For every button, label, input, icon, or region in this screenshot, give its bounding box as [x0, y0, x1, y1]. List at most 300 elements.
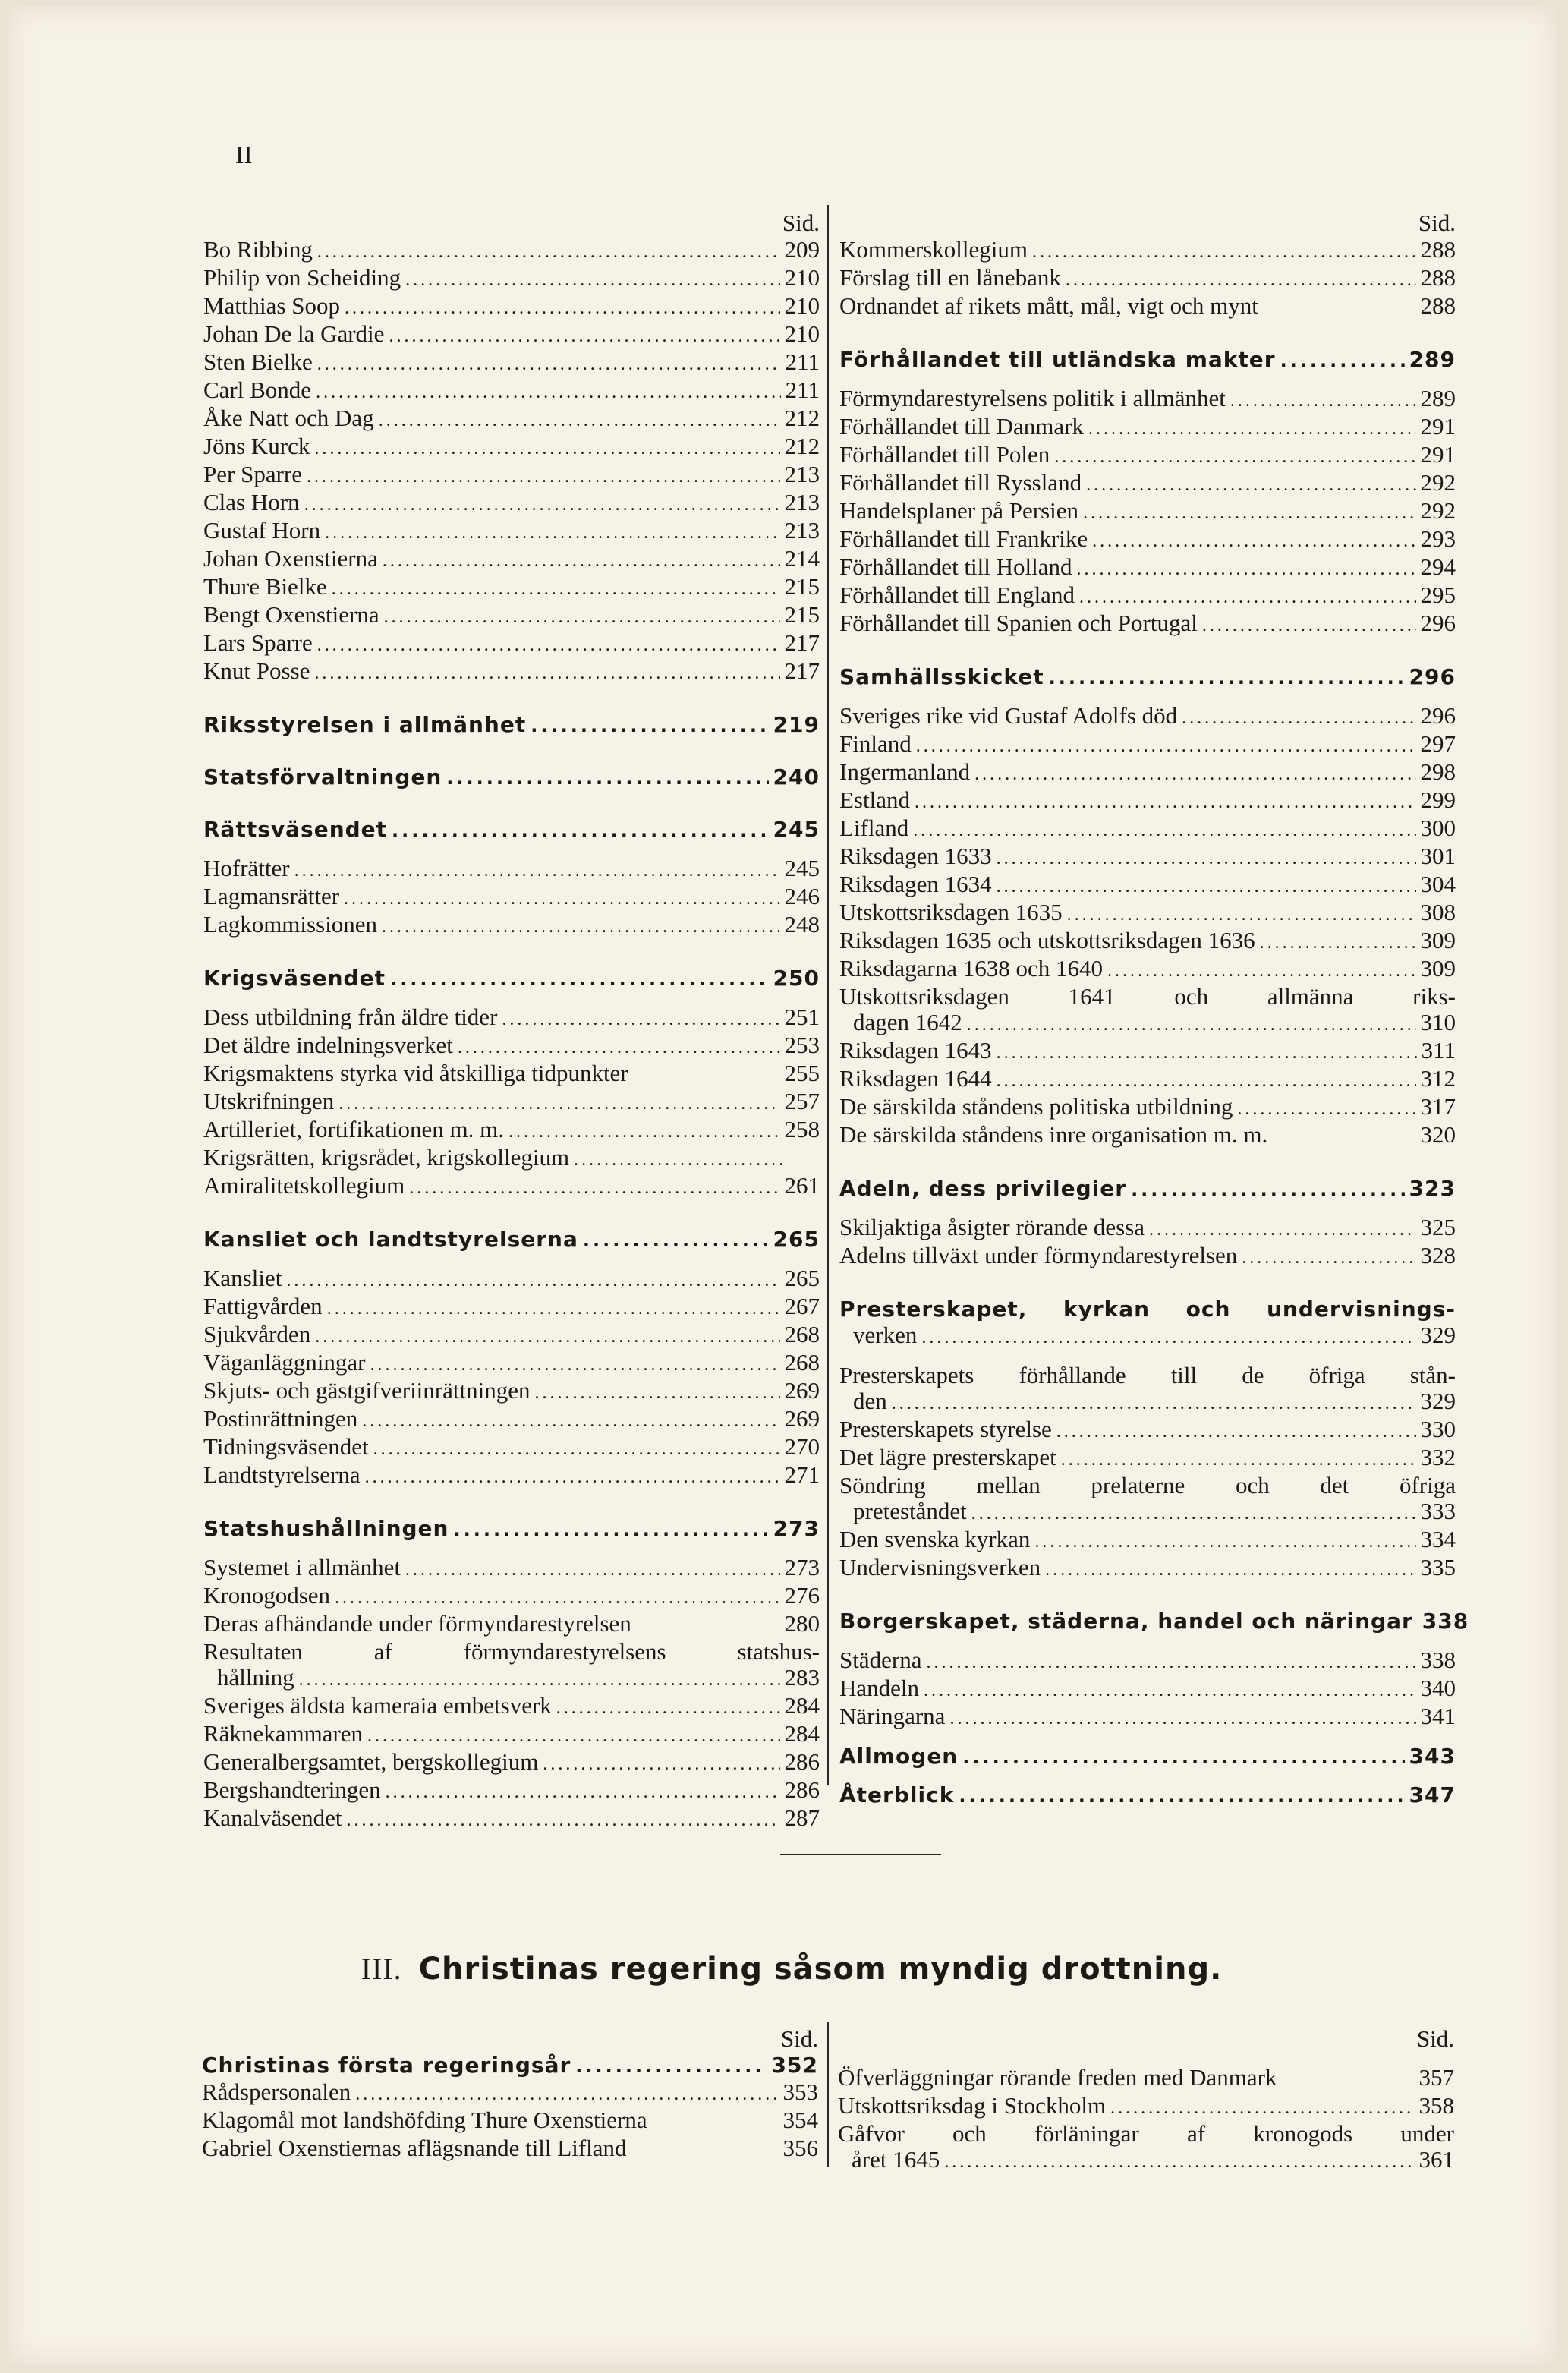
- toc-entry-page: 333: [1420, 1498, 1456, 1524]
- toc-entry-label: Fattigvården: [203, 1293, 323, 1319]
- toc-heading-entry[interactable]: [203, 1227, 820, 1253]
- toc-entry[interactable]: [203, 1749, 820, 1777]
- toc-entry-page: 269: [784, 1377, 820, 1404]
- toc-entry[interactable]: [839, 498, 1456, 526]
- leader-dots: [916, 733, 1416, 759]
- leader-dots: [1056, 1419, 1416, 1445]
- toc-entry-label: Sjukvården: [203, 1321, 311, 1347]
- toc-entry[interactable]: [203, 1777, 820, 1805]
- toc-entry[interactable]: [839, 1066, 1456, 1094]
- toc-entry[interactable]: [203, 237, 820, 265]
- toc-entry-label: Knut Posse: [203, 657, 310, 684]
- leader-dots: [997, 1040, 1417, 1066]
- toc-entry-page: 212: [784, 405, 820, 431]
- toc-entry[interactable]: [839, 1038, 1456, 1066]
- leader-dots: [1149, 1217, 1415, 1243]
- toc-entry-label: Riksdagen 1634: [839, 871, 992, 897]
- toc-entry[interactable]: [203, 490, 820, 518]
- spacer: [839, 1583, 1456, 1609]
- toc-entry[interactable]: [203, 1555, 820, 1583]
- toc-entry-page: 213: [784, 517, 820, 544]
- spacer: [839, 321, 1456, 347]
- toc-entry[interactable]: [839, 1215, 1456, 1243]
- toc-entry[interactable]: [839, 526, 1456, 554]
- toc-entry[interactable]: [839, 1555, 1456, 1583]
- toc-entry[interactable]: [203, 856, 820, 884]
- toc-entry[interactable]: [839, 610, 1456, 638]
- toc-entry-label: Statsförvaltningen: [203, 764, 442, 789]
- toc-entry-page: 286: [784, 1776, 820, 1803]
- toc-entry[interactable]: [839, 1527, 1456, 1555]
- toc-entry-label: Utskottsriksdagen 1635: [839, 899, 1063, 925]
- section-title: Christinas regering såsom myndig drottning.: [418, 1952, 1223, 1987]
- toc-entry-label: Den svenska kyrkan: [839, 1526, 1031, 1552]
- toc-entry[interactable]: [839, 900, 1456, 928]
- toc-entry-page: 341: [1420, 1703, 1456, 1729]
- toc-entry[interactable]: [838, 2093, 1454, 2121]
- leader-dots: [1280, 348, 1405, 373]
- leader-dots: [997, 846, 1416, 871]
- leader-dots: [1107, 958, 1416, 984]
- toc-entry[interactable]: [839, 759, 1456, 787]
- leader-dots: [405, 267, 779, 293]
- toc-entry-page: 340: [1420, 1675, 1456, 1701]
- leader-dots: [325, 520, 779, 546]
- toc-entry-page: 309: [1420, 927, 1456, 953]
- leader-dots: [915, 789, 1416, 815]
- toc-entry-line: Utskottsriksdagen 1641 och allmänna riks-: [839, 983, 1456, 1010]
- leader-dots: [299, 1667, 780, 1693]
- toc-entry[interactable]: [839, 731, 1456, 759]
- leader-dots: [392, 818, 769, 843]
- toc-entry[interactable]: [203, 1145, 820, 1173]
- leader-dots: [384, 604, 780, 630]
- toc-entry[interactable]: [839, 703, 1456, 731]
- toc-entry-page: 294: [1420, 553, 1456, 580]
- leader-dots: [1088, 416, 1416, 442]
- toc-heading-entry[interactable]: [203, 817, 820, 843]
- leader-dots: [1092, 528, 1415, 554]
- toc-heading-entry[interactable]: [839, 664, 1456, 691]
- toc-entry[interactable]: [203, 462, 820, 490]
- leader-dots: [1230, 388, 1416, 414]
- leader-dots: [502, 1007, 779, 1032]
- toc-entry[interactable]: [839, 293, 1456, 321]
- toc-entry[interactable]: [203, 293, 820, 321]
- toc-entry-label: Adelns tillväxt under förmyndarestyrelsen: [839, 1242, 1238, 1268]
- toc-entry-label: Jöns Kurck: [203, 433, 310, 459]
- toc-entry[interactable]: [839, 1703, 1456, 1732]
- toc-entry-page: 296: [1409, 664, 1456, 689]
- toc-entry[interactable]: [839, 554, 1456, 582]
- toc-entry-page: 215: [784, 573, 820, 600]
- toc-entry-page: 353: [782, 2078, 818, 2105]
- toc-heading-entry[interactable]: [839, 1176, 1456, 1202]
- toc-entry[interactable]: [839, 1498, 1456, 1527]
- toc-heading-entry[interactable]: [203, 1516, 820, 1543]
- toc-entry-label: Adeln, dess privilegier: [839, 1176, 1127, 1201]
- toc-entry-label: Tidningsväsendet: [203, 1433, 369, 1460]
- toc-entry[interactable]: [202, 2107, 818, 2135]
- spacer: [839, 1732, 1456, 1744]
- toc-entry-page: 267: [784, 1293, 820, 1319]
- toc-entry[interactable]: [839, 1010, 1456, 1038]
- toc-entry[interactable]: [839, 386, 1456, 414]
- toc-entry-page: 304: [1420, 871, 1456, 897]
- toc-entry[interactable]: [203, 1406, 820, 1434]
- toc-entry[interactable]: [203, 1805, 820, 1833]
- spacer: [839, 1635, 1456, 1647]
- toc-entry-label: Dess utbildning från äldre tider: [203, 1004, 498, 1030]
- toc-heading-entry[interactable]: [203, 712, 820, 739]
- toc-entry-page: 210: [784, 292, 820, 319]
- toc-entry-label: Clas Horn: [203, 489, 300, 515]
- toc-entry-label: Krigsmaktens styrka vid åtskilliga tidpunkter: [203, 1060, 628, 1086]
- toc-entry-page: 219: [773, 712, 820, 737]
- leader-dots: [1077, 556, 1416, 582]
- toc-entry-page: 291: [1420, 413, 1456, 440]
- toc-entry[interactable]: [839, 815, 1456, 843]
- leader-dots: [314, 660, 779, 686]
- toc-entry[interactable]: [839, 414, 1456, 442]
- toc-entry-page: 258: [784, 1116, 820, 1142]
- toc-entry[interactable]: [203, 405, 820, 433]
- toc-entry[interactable]: [839, 871, 1456, 900]
- toc-entry[interactable]: [203, 1117, 820, 1145]
- toc-entry[interactable]: [203, 1693, 820, 1721]
- toc-entry[interactable]: [203, 1665, 820, 1693]
- toc-entry[interactable]: [839, 1243, 1456, 1271]
- toc-entry[interactable]: [203, 1721, 820, 1749]
- toc-entry[interactable]: [203, 884, 820, 912]
- toc-entry[interactable]: [203, 377, 820, 405]
- toc-entry-label: Utskottsriksdag i Stockholm: [838, 2092, 1107, 2119]
- leader-dots: [453, 1517, 768, 1543]
- toc-entry-page: 250: [773, 966, 820, 991]
- toc-entry-page: 338: [1420, 1647, 1456, 1673]
- toc-entry[interactable]: [203, 1265, 820, 1294]
- spacer: [839, 691, 1456, 703]
- leader-dots: [346, 1807, 779, 1833]
- toc-entry[interactable]: [839, 1122, 1456, 1150]
- toc-entry-line: Presterskapets förhållande till de öfriga stån-: [839, 1362, 1456, 1388]
- leader-dots: [344, 886, 779, 912]
- toc-entry-label: Förhållandet till Holland: [839, 553, 1072, 580]
- toc-entry-label: Riksstyrelsen i allmänhet: [203, 712, 527, 737]
- toc-entry-page: 217: [784, 629, 820, 656]
- leader-dots: [367, 1723, 779, 1749]
- leader-dots: [1054, 444, 1415, 470]
- toc-heading-entry[interactable]: [839, 347, 1456, 373]
- toc-entry-label: Lagmansrätter: [203, 883, 340, 909]
- toc-entry-label: Sveriges rike vid Gustaf Adolfs död: [839, 702, 1178, 729]
- toc-entry-page: 245: [784, 855, 820, 881]
- toc-entry-label: Förhållandet till utländska makter: [839, 347, 1276, 372]
- toc-entry[interactable]: [203, 265, 820, 293]
- spacer: [203, 1201, 820, 1227]
- toc-entry[interactable]: [839, 1647, 1456, 1675]
- toc-entry-page: 261: [784, 1172, 820, 1199]
- leader-dots: [892, 1391, 1416, 1417]
- toc-entry-label: Philip von Scheiding: [203, 264, 401, 291]
- toc-entry-label: Handelsplaner på Persien: [839, 497, 1079, 524]
- toc-entry-page: 273: [773, 1516, 820, 1541]
- toc-entry[interactable]: [202, 2079, 818, 2107]
- toc-entry-page: 212: [784, 433, 820, 459]
- toc-entry-label: Det lägre presterskapet: [839, 1444, 1056, 1470]
- toc-entry[interactable]: [203, 1173, 820, 1201]
- leader-dots: [386, 1779, 780, 1805]
- toc-entry-label: Skiljaktiga åsigter rörande dessa: [839, 1214, 1145, 1240]
- toc-entry-page: 292: [1420, 497, 1456, 524]
- toc-entry[interactable]: [203, 349, 820, 377]
- toc-entry-label: De särskilda ståndens politiska utbildning: [839, 1093, 1233, 1120]
- toc-entry[interactable]: [839, 442, 1456, 470]
- toc-entry-label: Ordnandet af rikets mått, mål, vigt och mynt: [839, 292, 1258, 319]
- toc-entry-label: Återblick: [839, 1782, 955, 1807]
- toc-entry-page: 276: [784, 1582, 820, 1609]
- toc-entry-page: 240: [773, 764, 820, 789]
- toc-heading-entry[interactable]: [839, 1609, 1469, 1635]
- leader-dots: [383, 548, 780, 574]
- toc-right-column: [839, 210, 1469, 1809]
- toc-entry-label: Lifland: [839, 815, 909, 841]
- toc-entry[interactable]: [203, 658, 820, 686]
- toc-entry-label: De särskilda ståndens inre organisation m. m.: [839, 1121, 1268, 1148]
- leader-dots: [1260, 930, 1416, 956]
- toc-entry-label: Postinrättningen: [203, 1405, 358, 1432]
- toc-entry-label: Rättsväsendet: [203, 817, 388, 842]
- toc-entry-page: 299: [1420, 786, 1456, 813]
- toc-entry-page: 301: [1420, 843, 1456, 869]
- leader-dots: [355, 2081, 778, 2107]
- leader-dots: [1182, 705, 1415, 731]
- toc-entry[interactable]: [203, 518, 820, 546]
- toc-entry[interactable]: [203, 1322, 820, 1350]
- toc-entry[interactable]: [203, 1294, 820, 1322]
- toc-entry[interactable]: [203, 1611, 820, 1639]
- leader-dots: [317, 239, 780, 265]
- toc-entry-page: 265: [773, 1227, 820, 1252]
- page: [8, 6, 1556, 2364]
- toc-heading-entry[interactable]: [839, 1744, 1456, 1770]
- leader-dots: [446, 765, 768, 791]
- toc-entry[interactable]: [203, 602, 820, 630]
- toc-entry-label: Förhållandet till England: [839, 581, 1075, 608]
- toc-entry-page: 255: [784, 1060, 820, 1086]
- sid-label: Sid.: [1418, 210, 1456, 236]
- leader-dots: [327, 1296, 780, 1322]
- toc-entry-page: 356: [782, 2135, 818, 2161]
- toc-entry-label: Carl Bonde: [203, 377, 312, 403]
- toc-entry-label: Systemet i allmänhet: [203, 1554, 401, 1580]
- toc-entry-label: Lars Sparre: [203, 629, 313, 656]
- toc-entry[interactable]: [839, 843, 1456, 871]
- toc-entry-page: 361: [1418, 2146, 1454, 2173]
- sid-label: Sid.: [782, 210, 820, 236]
- leader-dots: [315, 1324, 779, 1350]
- toc-entry-page: 287: [784, 1804, 820, 1831]
- toc-entry[interactable]: [839, 1388, 1456, 1417]
- toc-entry[interactable]: [839, 1445, 1456, 1473]
- spacer: [839, 373, 1456, 386]
- leader-dots: [924, 1678, 1415, 1703]
- spacer: [203, 1490, 820, 1516]
- leader-dots: [1086, 472, 1415, 498]
- toc-entry-label: Städerna: [839, 1647, 922, 1673]
- toc-heading-entry[interactable]: [202, 2053, 818, 2079]
- toc-entry[interactable]: [203, 433, 820, 462]
- toc-entry-page: 298: [1420, 758, 1456, 785]
- toc-heading-entry[interactable]: [203, 764, 820, 791]
- toc-entry-label: Sten Bielke: [203, 348, 313, 375]
- toc-entry-page: 320: [1420, 1121, 1456, 1148]
- toc-entry-page: 296: [1420, 702, 1456, 729]
- sid-label: Sid.: [1416, 2025, 1454, 2052]
- toc-entry-label: Riksdagen 1643: [839, 1037, 992, 1064]
- toc-entry-page: 352: [771, 2053, 818, 2078]
- leader-dots: [458, 1035, 780, 1060]
- toc-heading-entry[interactable]: [839, 1782, 1456, 1809]
- toc-entry-label: dagen 1642: [853, 1009, 962, 1035]
- spacer: [203, 843, 820, 856]
- toc-entry-label: Kronogodsen: [203, 1582, 331, 1609]
- toc-entry-label: Finland: [839, 730, 912, 757]
- toc-entry[interactable]: [839, 237, 1456, 265]
- leader-dots: [317, 632, 780, 658]
- leader-dots: [405, 1557, 779, 1583]
- toc-entry-line: Gåfvor och förläningar af kronogods under: [838, 2120, 1454, 2147]
- leader-dots: [574, 1147, 785, 1173]
- toc-entry-label: Johan De la Gardie: [203, 320, 385, 347]
- toc-entry[interactable]: [203, 1462, 820, 1490]
- toc-entry[interactable]: [839, 1094, 1456, 1122]
- section-rule: [780, 1854, 941, 1855]
- toc-entry-label: Riksdagen 1635 och utskottsriksdagen 1636: [839, 927, 1255, 953]
- toc-entry[interactable]: [203, 1583, 820, 1611]
- toc-entry[interactable]: [203, 912, 820, 940]
- toc-entry-label: Riksdagen 1644: [839, 1065, 992, 1092]
- leader-dots: [974, 761, 1415, 787]
- leader-dots: [1034, 1529, 1415, 1555]
- toc-entry[interactable]: [839, 582, 1456, 610]
- leader-dots: [508, 1119, 779, 1145]
- toc-entry-label: Landtstyrelserna: [203, 1461, 361, 1488]
- leader-dots: [1131, 1177, 1404, 1202]
- toc-entry[interactable]: [839, 1417, 1456, 1445]
- leader-dots: [338, 1091, 779, 1117]
- toc-entry-page: 246: [784, 883, 820, 909]
- toc-entry[interactable]: [203, 1378, 820, 1406]
- toc-entry[interactable]: [203, 1434, 820, 1462]
- leader-dots: [556, 1695, 780, 1721]
- leader-dots: [370, 1352, 779, 1378]
- toc-entry-page: 347: [1409, 1782, 1456, 1807]
- toc-entry[interactable]: [203, 1004, 820, 1032]
- toc-entry-label: Förhållandet till Ryssland: [839, 469, 1082, 496]
- toc-entry[interactable]: [203, 574, 820, 602]
- leader-dots: [1083, 500, 1415, 526]
- toc-entry[interactable]: [203, 1089, 820, 1117]
- toc-entry-label: året 1645: [852, 2146, 940, 2173]
- toc-entry[interactable]: [839, 1675, 1456, 1703]
- toc-entry[interactable]: [838, 2147, 1454, 2175]
- toc-entry[interactable]: [202, 2135, 818, 2163]
- toc-entry[interactable]: [839, 470, 1456, 498]
- toc-entry-page: 214: [784, 545, 820, 572]
- leader-dots: [286, 1268, 779, 1294]
- leader-dots: [1066, 267, 1416, 293]
- leader-dots: [926, 1650, 1415, 1675]
- toc-entry-page: 291: [1420, 441, 1456, 468]
- toc-entry[interactable]: [839, 265, 1456, 293]
- leader-dots: [971, 1501, 1416, 1527]
- toc-entry-label: Bergshandteringen: [203, 1776, 381, 1803]
- toc-entry[interactable]: [203, 546, 820, 574]
- toc-entry-label: Amiralitetskollegium: [203, 1172, 405, 1199]
- leader-dots: [949, 1706, 1415, 1732]
- toc-entry-label: Bo Ribbing: [203, 236, 313, 263]
- toc-entry-label: Ingermanland: [839, 758, 971, 785]
- toc-heading-entry[interactable]: [203, 966, 820, 992]
- toc-entry-page: 251: [784, 1004, 820, 1030]
- toc-entry[interactable]: [839, 787, 1456, 815]
- toc-entry[interactable]: [203, 630, 820, 658]
- toc-entry[interactable]: [203, 1032, 820, 1060]
- toc-entry-label: Förslag till en lånebank: [839, 264, 1061, 291]
- toc-entry[interactable]: [203, 321, 820, 349]
- toc-entry-label: Lagkommissionen: [203, 911, 378, 938]
- leader-dots: [362, 1408, 779, 1434]
- toc-entry-page: 213: [784, 489, 820, 515]
- toc-left-column: [203, 210, 820, 1833]
- leader-dots: [332, 576, 780, 602]
- toc-entry-page: 280: [784, 1610, 820, 1637]
- toc-left-column-section3: [202, 2025, 818, 2163]
- toc-entry-page: 253: [784, 1032, 820, 1058]
- toc-entry[interactable]: [838, 2065, 1454, 2093]
- toc-entry-page: 283: [784, 1664, 820, 1691]
- toc-entry-page: 215: [784, 601, 820, 628]
- toc-entry-page: 329: [1420, 1322, 1456, 1348]
- toc-entry[interactable]: [839, 928, 1456, 956]
- toc-entry[interactable]: [839, 1322, 1456, 1350]
- leader-dots: [1049, 665, 1405, 691]
- toc-entry-label: Allmogen: [839, 1744, 959, 1769]
- toc-entry-label: Förhållandet till Danmark: [839, 413, 1084, 440]
- toc-entry-label: Bengt Oxenstierna: [203, 601, 379, 628]
- spacer: [839, 1150, 1456, 1176]
- leader-dots: [1061, 1447, 1416, 1473]
- toc-entry-page: 292: [1420, 469, 1456, 496]
- toc-entry-page: 330: [1420, 1416, 1456, 1442]
- spacer: [839, 1271, 1456, 1297]
- leader-dots: [543, 1751, 779, 1777]
- toc-entry[interactable]: [203, 1350, 820, 1378]
- leader-dots: [317, 351, 781, 377]
- toc-entry-label: Riksdagen 1633: [839, 843, 992, 869]
- leader-dots: [294, 858, 780, 884]
- toc-entry[interactable]: [839, 956, 1456, 984]
- toc-entry-page: 284: [784, 1692, 820, 1719]
- toc-entry-label: Krigsväsendet: [203, 966, 386, 991]
- section-number: III.: [361, 1952, 402, 1986]
- spacer: [203, 686, 820, 712]
- toc-entry[interactable]: [203, 1060, 820, 1089]
- toc-entry-page: 257: [784, 1088, 820, 1114]
- toc-entry-page: 268: [784, 1321, 820, 1347]
- toc-entry-label: Sveriges äldsta kameraia embetsverk: [203, 1692, 552, 1719]
